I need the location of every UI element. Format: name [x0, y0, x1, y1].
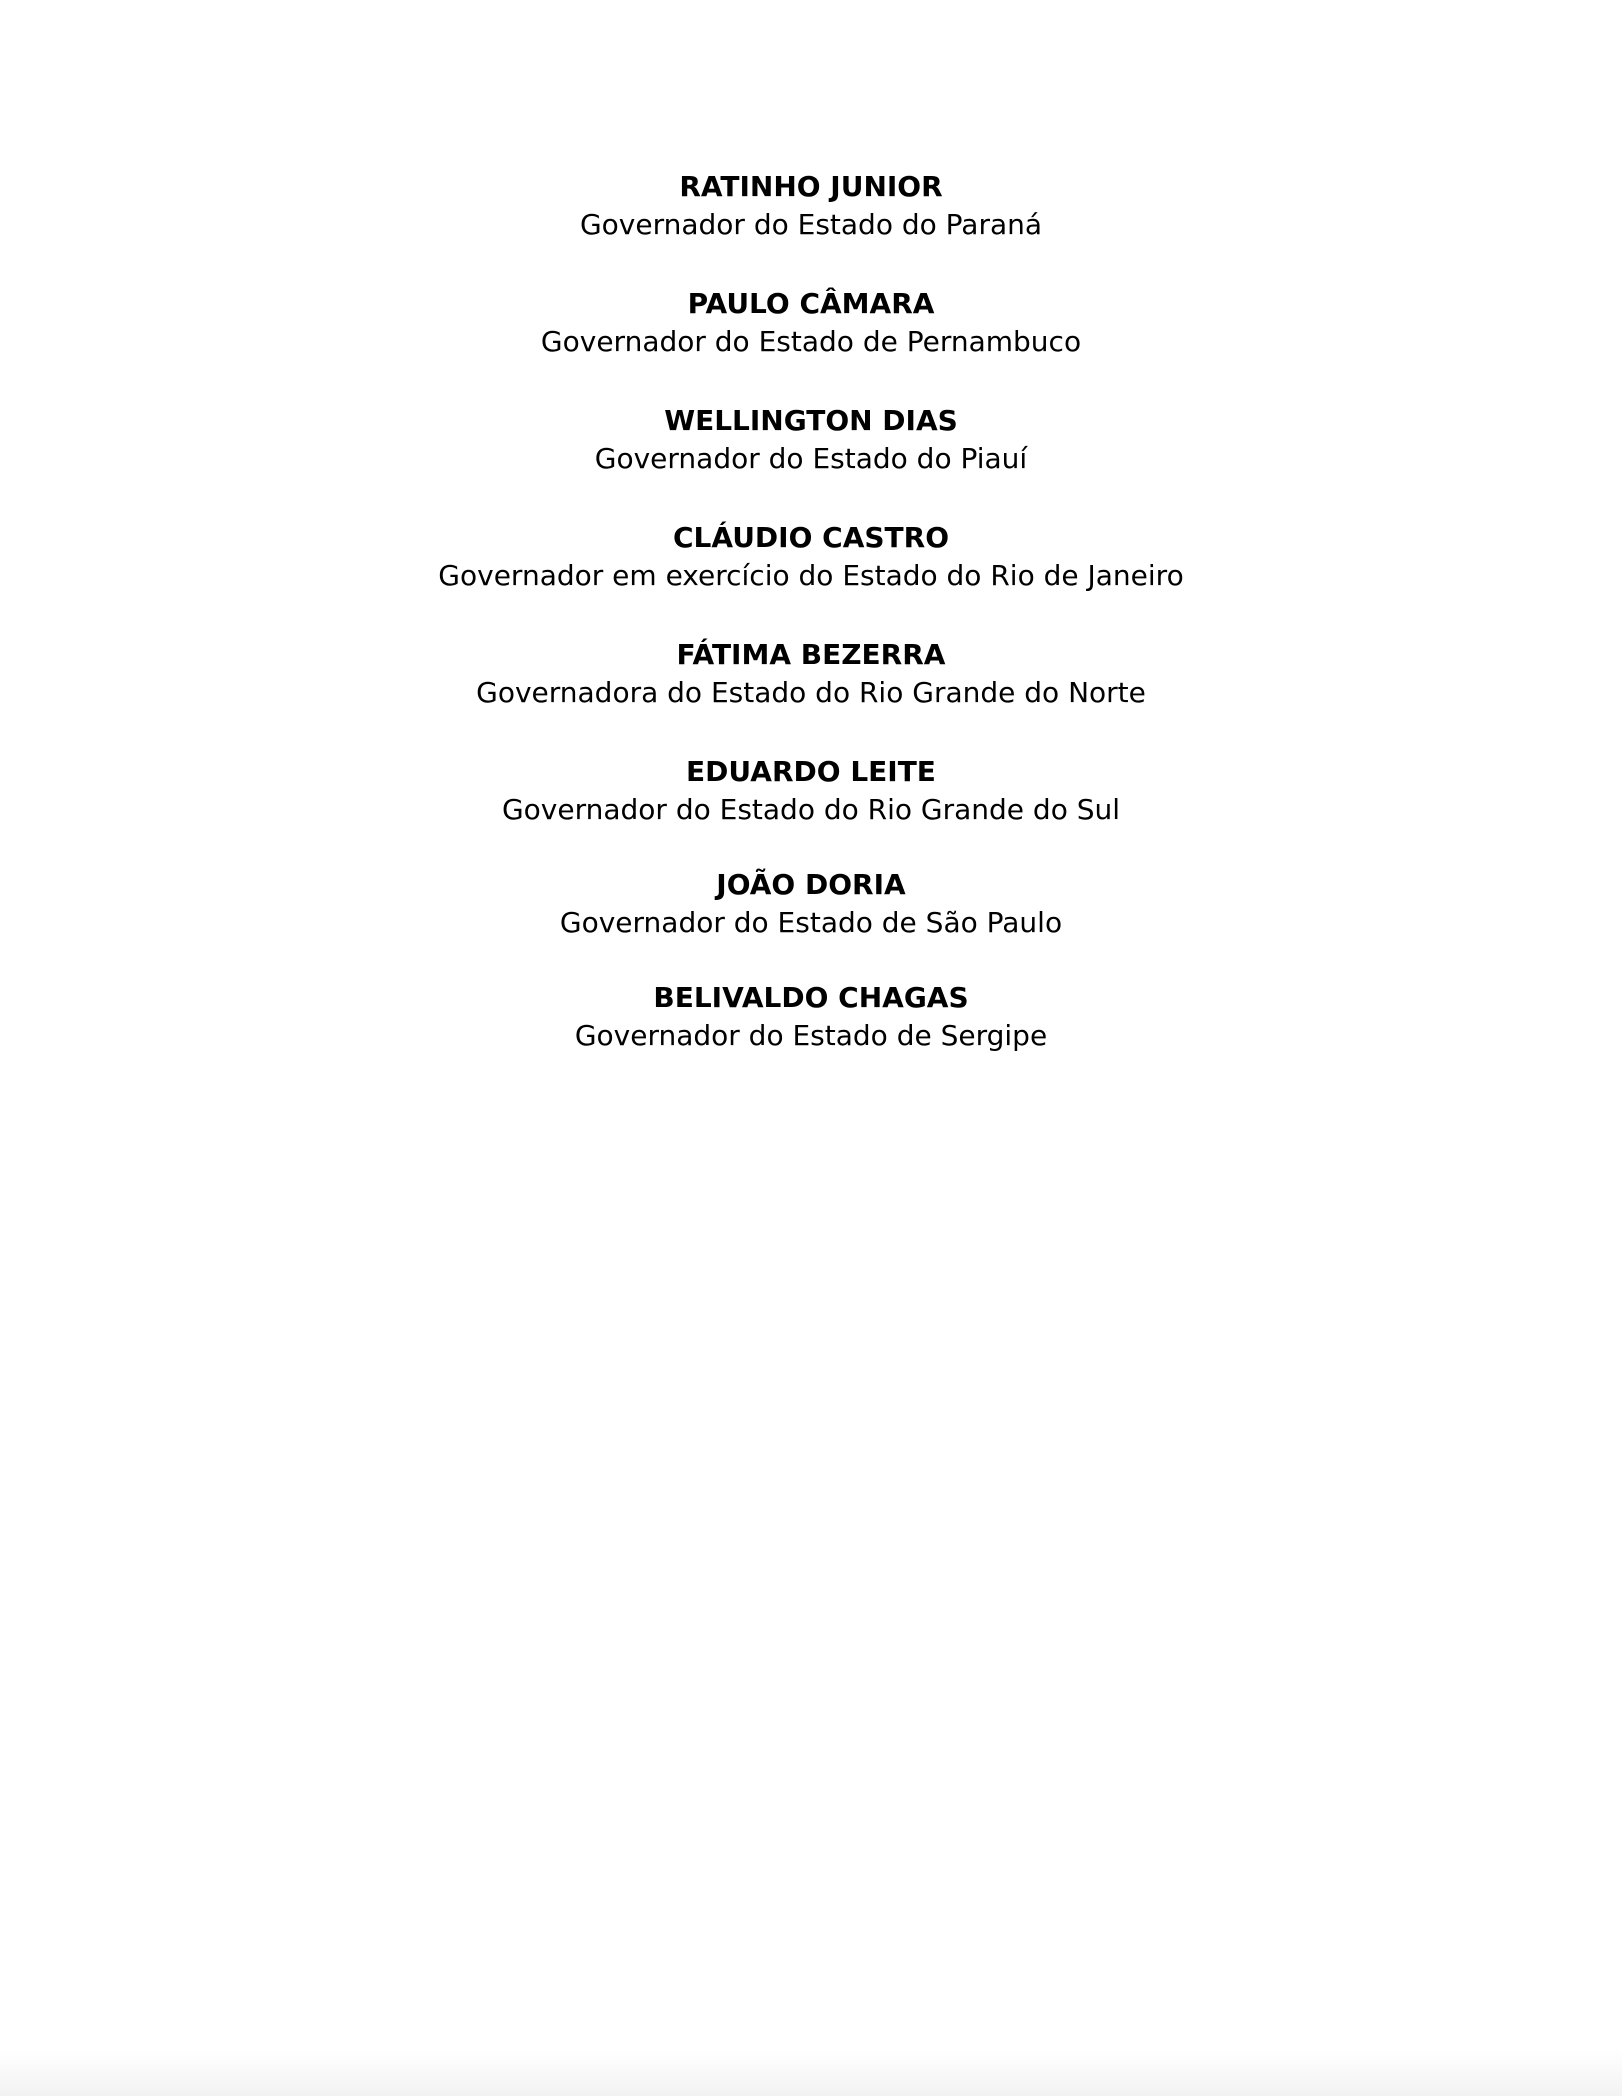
signature-block [0, 979, 1622, 1055]
signatory-title: Governador do Estado de Sergipe [574, 1019, 1048, 1052]
signatory-title: Governadora do Estado do Rio Grande do Norte [476, 676, 1146, 709]
signature-block [0, 636, 1622, 712]
signature-block [0, 168, 1622, 244]
signatory-title: Governador do Estado do Piauí [594, 442, 1028, 475]
signature-spacer [0, 361, 1622, 402]
signature-spacer [0, 829, 1622, 866]
signatory-name: CLÁUDIO CASTRO [673, 521, 949, 554]
signatory-title: Governador em exercício do Estado do Rio de Janeiro [438, 559, 1184, 592]
signatory-name: PAULO CÂMARA [687, 287, 935, 320]
signature-spacer [0, 244, 1622, 285]
signature-spacer [0, 595, 1622, 636]
signature-block [0, 866, 1622, 942]
signatory-name: FÁTIMA BEZERRA [676, 638, 946, 671]
signatory-title: Governador do Estado de Pernambuco [540, 325, 1082, 358]
signatory-name: WELLINGTON DIAS [664, 404, 958, 437]
signature-spacer [0, 478, 1622, 519]
signatory-name: JOÃO DORIA [716, 868, 906, 901]
signatory-name: RATINHO JUNIOR [679, 170, 943, 203]
signature-block [0, 753, 1622, 829]
signatory-name: BELIVALDO CHAGAS [653, 981, 969, 1014]
signature-spacer [0, 942, 1622, 979]
signature-block [0, 285, 1622, 361]
signature-list [0, 168, 1622, 1055]
signatory-name: EDUARDO LEITE [686, 755, 936, 788]
signature-block [0, 402, 1622, 478]
signatory-title: Governador do Estado de São Paulo [559, 906, 1063, 939]
signature-spacer [0, 712, 1622, 753]
page-bottom-shadow [0, 2050, 1622, 2096]
signature-block [0, 519, 1622, 595]
signatory-title: Governador do Estado do Rio Grande do Sul [501, 793, 1121, 826]
signatory-title: Governador do Estado do Paraná [579, 208, 1043, 241]
